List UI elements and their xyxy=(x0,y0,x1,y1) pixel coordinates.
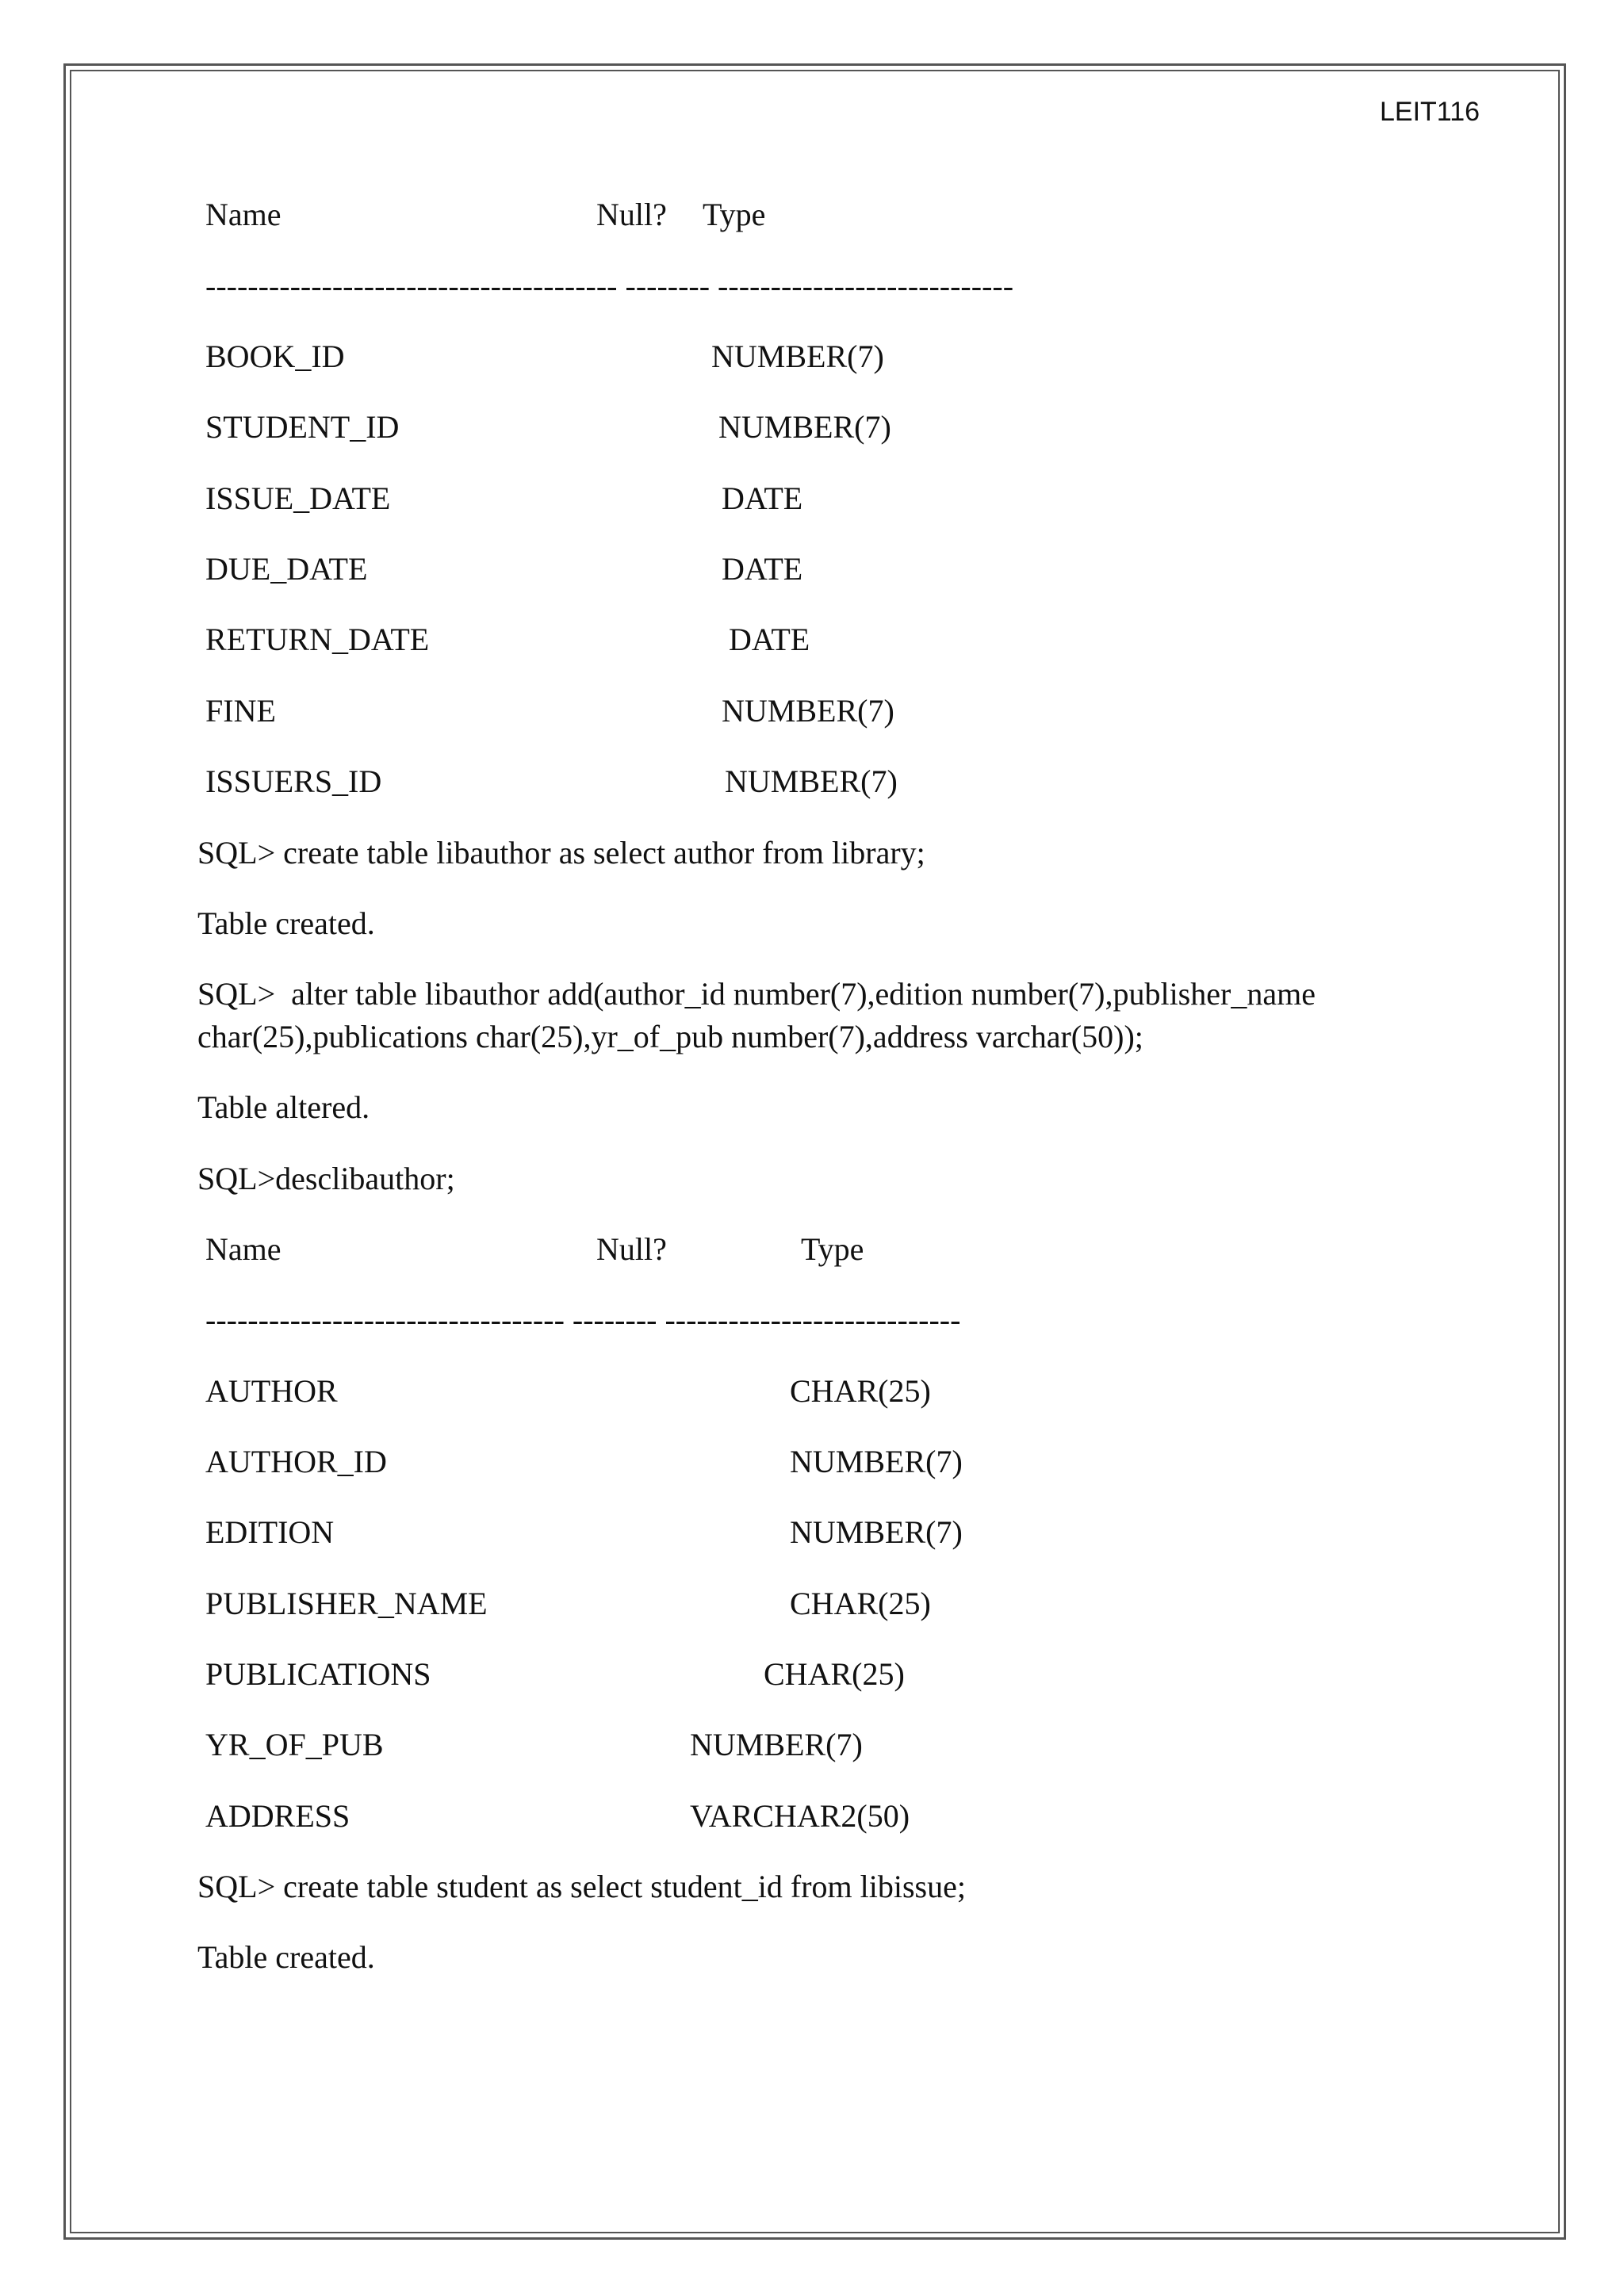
table1-row-type: NUMBER(7) xyxy=(722,693,894,729)
sql-statement: SQL> create table student as select student_id from libissue; xyxy=(197,1869,966,1904)
table1-header-type: Type xyxy=(703,197,766,232)
table2-row-name: PUBLICATIONS xyxy=(205,1656,431,1692)
table1-row-name: ISSUE_DATE xyxy=(205,480,391,516)
table1-row-name: STUDENT_ID xyxy=(205,409,400,445)
table1-header-name: Name xyxy=(205,197,282,232)
table1-row-type: NUMBER(7) xyxy=(725,763,898,799)
page-border-inner xyxy=(70,70,1560,2233)
sql-statement-continued: char(25),publications char(25),yr_of_pub number(7),address varchar(50)); xyxy=(197,1019,1143,1054)
table2-row-type: CHAR(25) xyxy=(790,1586,931,1621)
table2-row-name: AUTHOR_ID xyxy=(205,1444,387,1479)
table2-header-name: Name xyxy=(205,1231,282,1267)
table2-row-type: NUMBER(7) xyxy=(690,1727,863,1762)
document-id: LEIT116 xyxy=(1380,97,1480,127)
sql-statement: SQL> alter table libauthor add(author_id number(7),edition number(7),publisher_name xyxy=(197,976,1316,1012)
sql-result: Table created. xyxy=(197,905,375,941)
table2-row-type: CHAR(25) xyxy=(790,1373,931,1409)
sql-result: Table created. xyxy=(197,1939,375,1975)
table2-row-type: NUMBER(7) xyxy=(790,1514,963,1550)
table2-row-type: CHAR(25) xyxy=(764,1656,905,1692)
table1-row-name: DUE_DATE xyxy=(205,551,368,587)
sql-result: Table altered. xyxy=(197,1089,370,1125)
table1-row-name: BOOK_ID xyxy=(205,339,345,374)
table1-row-type: DATE xyxy=(729,622,810,657)
sql-statement: SQL> create table libauthor as select author from library; xyxy=(197,835,925,871)
table1-row-type: NUMBER(7) xyxy=(718,409,891,445)
table2-row-name: ADDRESS xyxy=(205,1798,350,1834)
table1-separator: --------------------------------------- -------- ---------------------------- xyxy=(205,268,1014,304)
table1-row-type: DATE xyxy=(722,551,803,587)
table2-row-type: NUMBER(7) xyxy=(790,1444,963,1479)
table2-row-name: AUTHOR xyxy=(205,1373,338,1409)
table2-header-null: Null? xyxy=(596,1231,667,1267)
table2-row-name: EDITION xyxy=(205,1514,335,1550)
table1-header-null: Null? xyxy=(596,197,667,232)
table1-row-name: ISSUERS_ID xyxy=(205,763,382,799)
table2-separator: ---------------------------------- -------- ---------------------------- xyxy=(205,1302,961,1337)
table1-row-name: RETURN_DATE xyxy=(205,622,430,657)
sql-statement: SQL>desclibauthor; xyxy=(197,1161,455,1196)
table2-row-type: VARCHAR2(50) xyxy=(690,1798,910,1834)
table2-row-name: YR_OF_PUB xyxy=(205,1727,384,1762)
table2-row-name: PUBLISHER_NAME xyxy=(205,1586,488,1621)
table1-row-type: DATE xyxy=(722,480,803,516)
table1-row-type: NUMBER(7) xyxy=(711,339,884,374)
table2-header-type: Type xyxy=(801,1231,864,1267)
table1-row-name: FINE xyxy=(205,693,276,729)
